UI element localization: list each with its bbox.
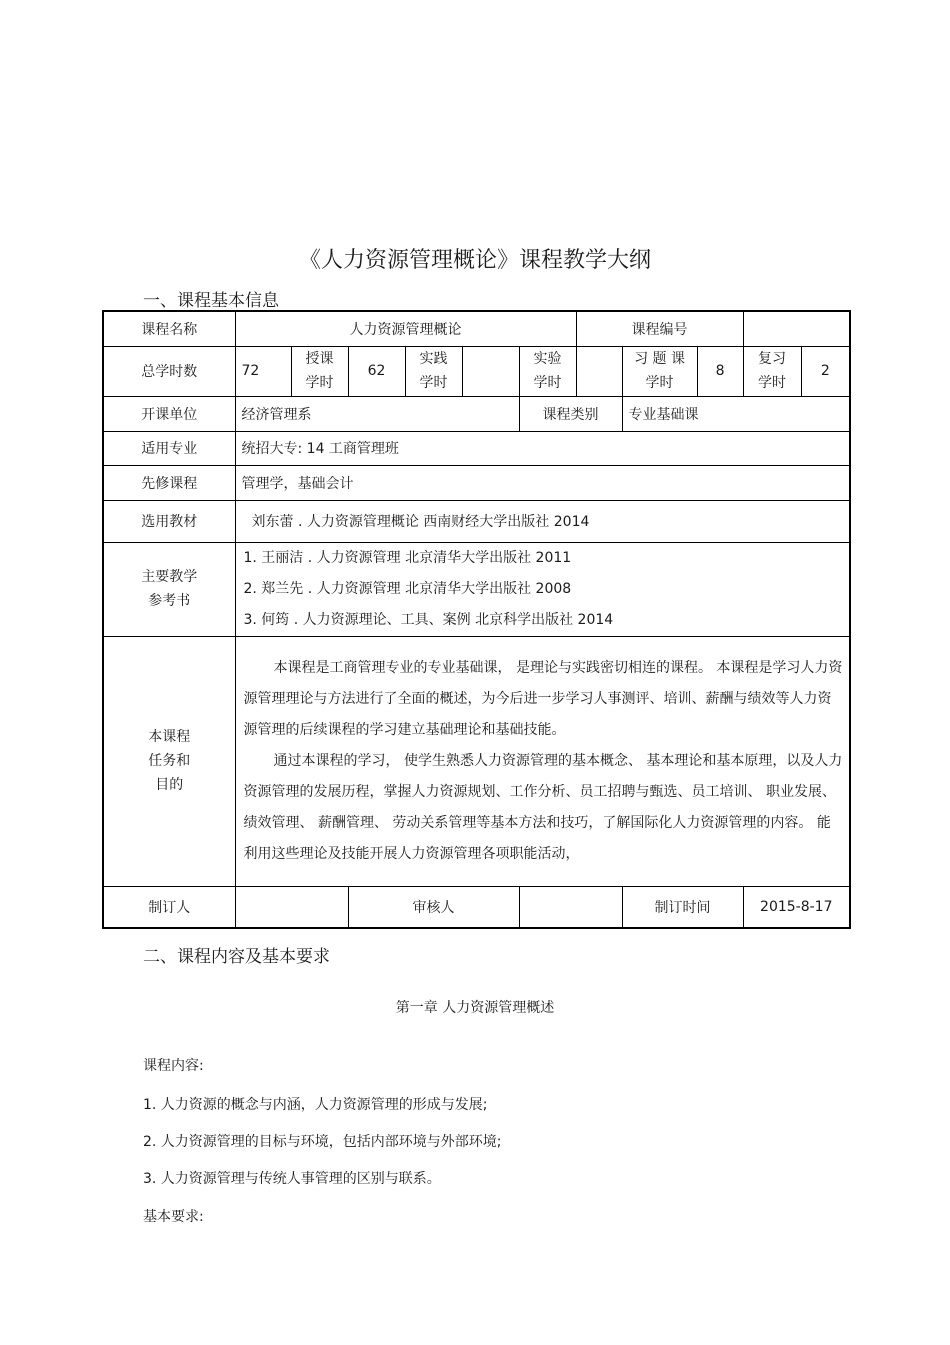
lecture-hours-label: 授课 学时 <box>291 346 348 396</box>
content-item: 3. 人力资源管理与传统人事管理的区别与联系。 <box>143 1171 441 1187</box>
reference-item: 2. 郑兰先 . 人力资源管理 北京清华大学出版社 2008 <box>243 580 572 597</box>
section-heading-content: 二、课程内容及基本要求 <box>143 947 330 967</box>
course-category-label: 课程类别 <box>519 396 622 431</box>
lab-hours-label: 实验 学时 <box>519 346 576 396</box>
exercise-hours-label: 习 题 课 学时 <box>622 346 697 396</box>
course-code-label: 课程编号 <box>576 311 743 346</box>
textbook-value: 刘东蕾 . 人力资源管理概论 西南财经大学出版社 2014 <box>235 500 850 542</box>
department-label: 开课单位 <box>103 396 235 431</box>
chapter-title: 第一章 人力资源管理概述 <box>395 1000 555 1016</box>
section-heading-basic-info: 一、课程基本信息 <box>143 291 279 311</box>
maker-label: 制订人 <box>103 886 235 928</box>
basic-requirements-label: 基本要求: <box>143 1209 204 1225</box>
practice-hours-value <box>462 346 519 396</box>
course-name-value: 人力资源管理概论 <box>235 311 576 346</box>
reference-books-list <box>235 542 850 636</box>
applicable-major-label: 适用专业 <box>103 431 235 465</box>
content-item: 2. 人力资源管理的目标与环境，包括内部环境与外部环境; <box>143 1134 502 1150</box>
purpose-paragraph: 本课程是工商管理专业的专业基础课， 是理论与实践密切相连的课程。 本课程是学习人力资源管理理论与方法进行了全面的概述，为今后进一步学习人事测评、培训、薪酬与绩效等人力资源管理的后续课程的学习建立基础理论和基础技能。 <box>243 659 843 738</box>
purpose-label: 本课程 任务和 目的 <box>103 636 235 886</box>
date-value: 2015-8-17 <box>743 886 850 928</box>
prerequisite-label: 先修课程 <box>103 465 235 500</box>
course-code-value <box>743 311 850 346</box>
prerequisite-value: 管理学，基础会计 <box>235 465 850 500</box>
reference-item: 3. 何筠 . 人力资源理论、工具、案例 北京科学出版社 2014 <box>243 611 614 628</box>
applicable-major-value: 统招大专: 14 工商管理班 <box>235 431 850 465</box>
purpose-text <box>235 636 850 886</box>
exercise-hours-value: 8 <box>697 346 743 396</box>
lecture-hours-value: 62 <box>348 346 405 396</box>
content-item: 1. 人力资源的概念与内涵，人力资源管理的形成与发展; <box>143 1097 488 1113</box>
reference-item: 1. 王丽洁 . 人力资源管理 北京清华大学出版社 2011 <box>243 549 572 566</box>
department-value: 经济管理系 <box>235 396 519 431</box>
maker-value <box>235 886 348 928</box>
date-label: 制订时间 <box>622 886 743 928</box>
review-hours-value: 2 <box>801 346 850 396</box>
total-hours-label: 总学时数 <box>103 346 235 396</box>
review-hours-label: 复习 学时 <box>743 346 801 396</box>
total-hours-value: 72 <box>235 346 291 396</box>
course-content-label: 课程内容: <box>143 1058 204 1074</box>
course-name-label: 课程名称 <box>103 311 235 346</box>
purpose-paragraph: 通过本课程的学习， 使学生熟悉人力资源管理的基本概念、 基本理论和基本原理，以及人力资源管理的发展历程，掌握人力资源规划、工作分析、员工招聘与甄选、员工培训、 职业发展、 绩效管理、 薪酬管理、 劳动关系管理等基本方法和技巧，了解国际化人力资源管理的内容。 能利用这些理论及技能开展人力资源管理各项职能活动， <box>243 752 843 862</box>
practice-hours-label: 实践 学时 <box>405 346 462 396</box>
reference-books-label: 主要教学 参考书 <box>103 542 235 636</box>
document-title: 《人力资源管理概论》课程教学大纲 <box>298 248 651 273</box>
course-info-table <box>102 310 851 929</box>
course-category-value: 专业基础课 <box>622 396 850 431</box>
reviewer-value <box>519 886 622 928</box>
lab-hours-value <box>576 346 622 396</box>
textbook-label: 选用教材 <box>103 500 235 542</box>
reviewer-label: 审核人 <box>348 886 519 928</box>
